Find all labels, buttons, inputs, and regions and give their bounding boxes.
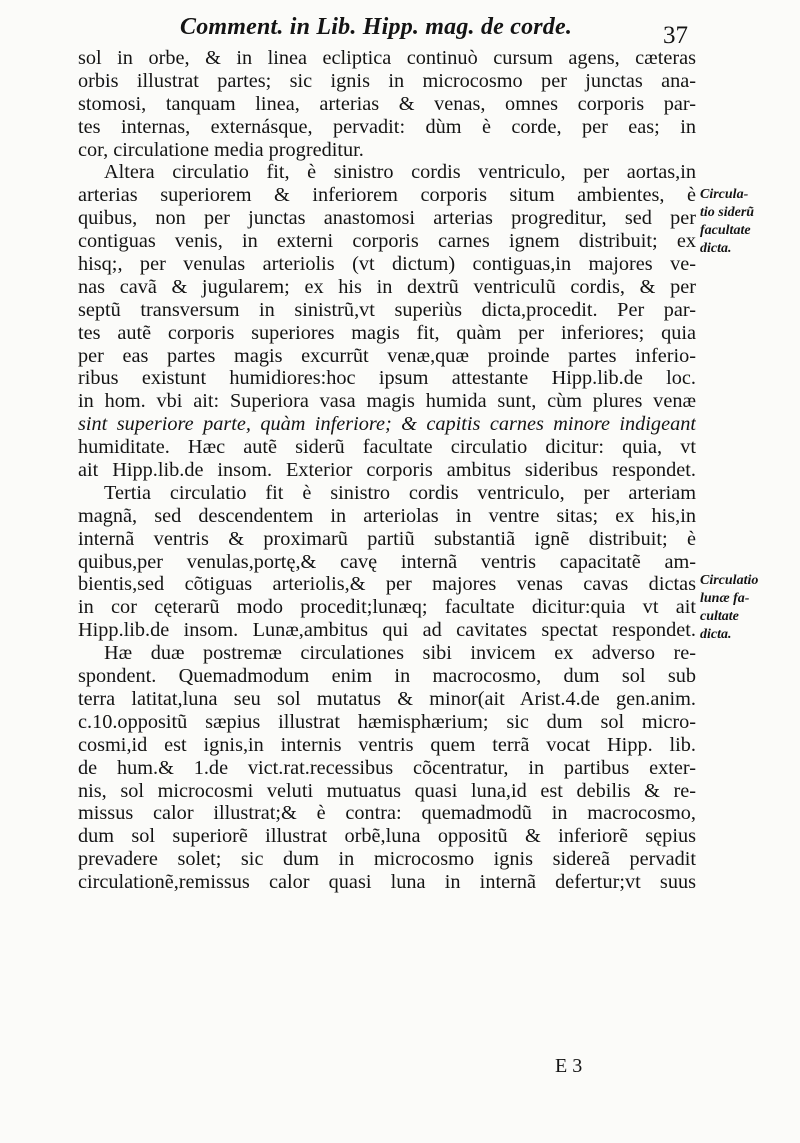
text-line: internã ventris & proximarũ partiũ substantiã ignẽ distribuit; è (78, 527, 696, 550)
text-line: quibus,per venulas,portę,& cavę internã ventris capacitatẽ am- (78, 550, 696, 573)
text-line: quibus, non per junctas anastomosi arterias progreditur, sed per (78, 207, 696, 230)
text-line: bientis,sed cõtiguas arteriolis,& per majores venas cavas dictas (78, 573, 696, 596)
text-line: nas cavã & jugularem; ex his in dextrũ ventriculũ cordis, & per (78, 275, 696, 298)
margin-note-lunae: Circulatio lunæ fa- cultate dicta. (700, 573, 759, 642)
text-line: ribus existunt humidiores:hoc ipsum attestante Hipp.lib.de loc. (78, 367, 696, 390)
text-line: per eas partes magis excurrũt venæ,quæ proinde partes inferio- (78, 344, 696, 367)
text-line: Altera circulatio fit, è sinistro cordis ventriculo, per aortas,in (104, 161, 696, 184)
text-line: orbis illustrat partes; sic ignis in microcosmo per junctas ana- (78, 69, 696, 92)
text-line: sint superiore parte, quàm inferiore; & capitis carnes minore indigeant (78, 413, 696, 436)
text-line: Hæ duæ postremæ circulationes sibi invicem ex adverso re- (104, 642, 696, 665)
page-header (180, 14, 700, 48)
signature-mark: E 3 (555, 1055, 583, 1077)
margin-note-siderum: Circula- tio siderũ facultate dicta. (700, 187, 755, 256)
page-number: 37 (663, 22, 688, 49)
text-line: terra latitat,luna seu sol mutatus & minor(ait Arist.4.de gen.anim. (78, 687, 696, 710)
text-line: spondent. Quemadmodum enim in macrocosmo, dum sol sub (78, 665, 696, 688)
text-line: tes internas, externásque, pervadit: dùm è corde, per eas; in (78, 115, 696, 138)
text-line: dum sol superiorẽ illustrat orbẽ,luna oppositũ & inferiorẽ sępius (78, 825, 696, 848)
text-line: circulationẽ,remissus calor quasi luna in internã defertur;vt suus (78, 871, 696, 894)
text-line: nis, sol microcosmi veluti mutuatus quasi luna,id est debilis & re- (78, 779, 696, 802)
text-line: c.10.oppositũ sæpius illustrat hæmisphærium; sic dum sol micro- (78, 710, 696, 733)
text-line: arterias superiorem & inferiorem corporis situm ambientes, è (78, 184, 696, 207)
text-line: Hipp.lib.de insom. Lunæ,ambitus qui ad cavitates spectat respondet. (78, 619, 696, 642)
text-line: septũ transversum in sinistrũ,vt superiùs dicta,procedit. Per par- (78, 298, 696, 321)
text-line: cosmi,id est ignis,in internis ventris quem terrã vocat Hipp. lib. (78, 733, 696, 756)
text-line: cor, circulatione media progreditur. (78, 138, 364, 161)
running-head: Comment. in Lib. Hipp. mag. de corde. (180, 14, 573, 40)
text-line: prevadere solet; sic dum in microcosmo ignis sidereã pervadit (78, 848, 696, 871)
text-line: magnã, sed descendentem in arteriolas in ventre sitas; ex his,in (78, 504, 696, 527)
text-line: in cor cęterarũ modo procedit;lunæq; facultate dicitur:quia vt ait (78, 596, 696, 619)
text-line: contiguas venis, in externi corporis carnes ignem distribuit; ex (78, 230, 696, 253)
text-line: ait Hipp.lib.de insom. Exterior corporis ambitus sideribus respondet. (78, 459, 696, 482)
text-line: stomosi, tanquam linea, arterias & venas, omnes corporis par- (78, 92, 696, 115)
text-line: missus calor illustrat;& è contra: quemadmodũ in macrocosmo, (78, 802, 696, 825)
text-line: tes autẽ corporis superiores magis fit, quàm per inferiores; quia (78, 321, 696, 344)
text-line: de hum.& 1.de vict.rat.recessibus cõcentratur, in partibus exter- (78, 756, 696, 779)
body-text (78, 47, 696, 894)
text-line: in hom. vbi ait: Superiora vasa magis humida sunt, cùm plures venæ (78, 390, 696, 413)
text-line: sol in orbe, & in linea ecliptica continuò cursum agens, cæteras (78, 47, 696, 69)
text-line: hisq;, per venulas arteriolis (vt dictum) contiguas,in majores ve- (78, 253, 696, 276)
text-line: humiditate. Hæc autẽ siderũ facultate circulatio dicitur: quia, vt (78, 436, 696, 459)
text-line: Tertia circulatio fit è sinistro cordis ventriculo, per arteriam (104, 481, 696, 504)
